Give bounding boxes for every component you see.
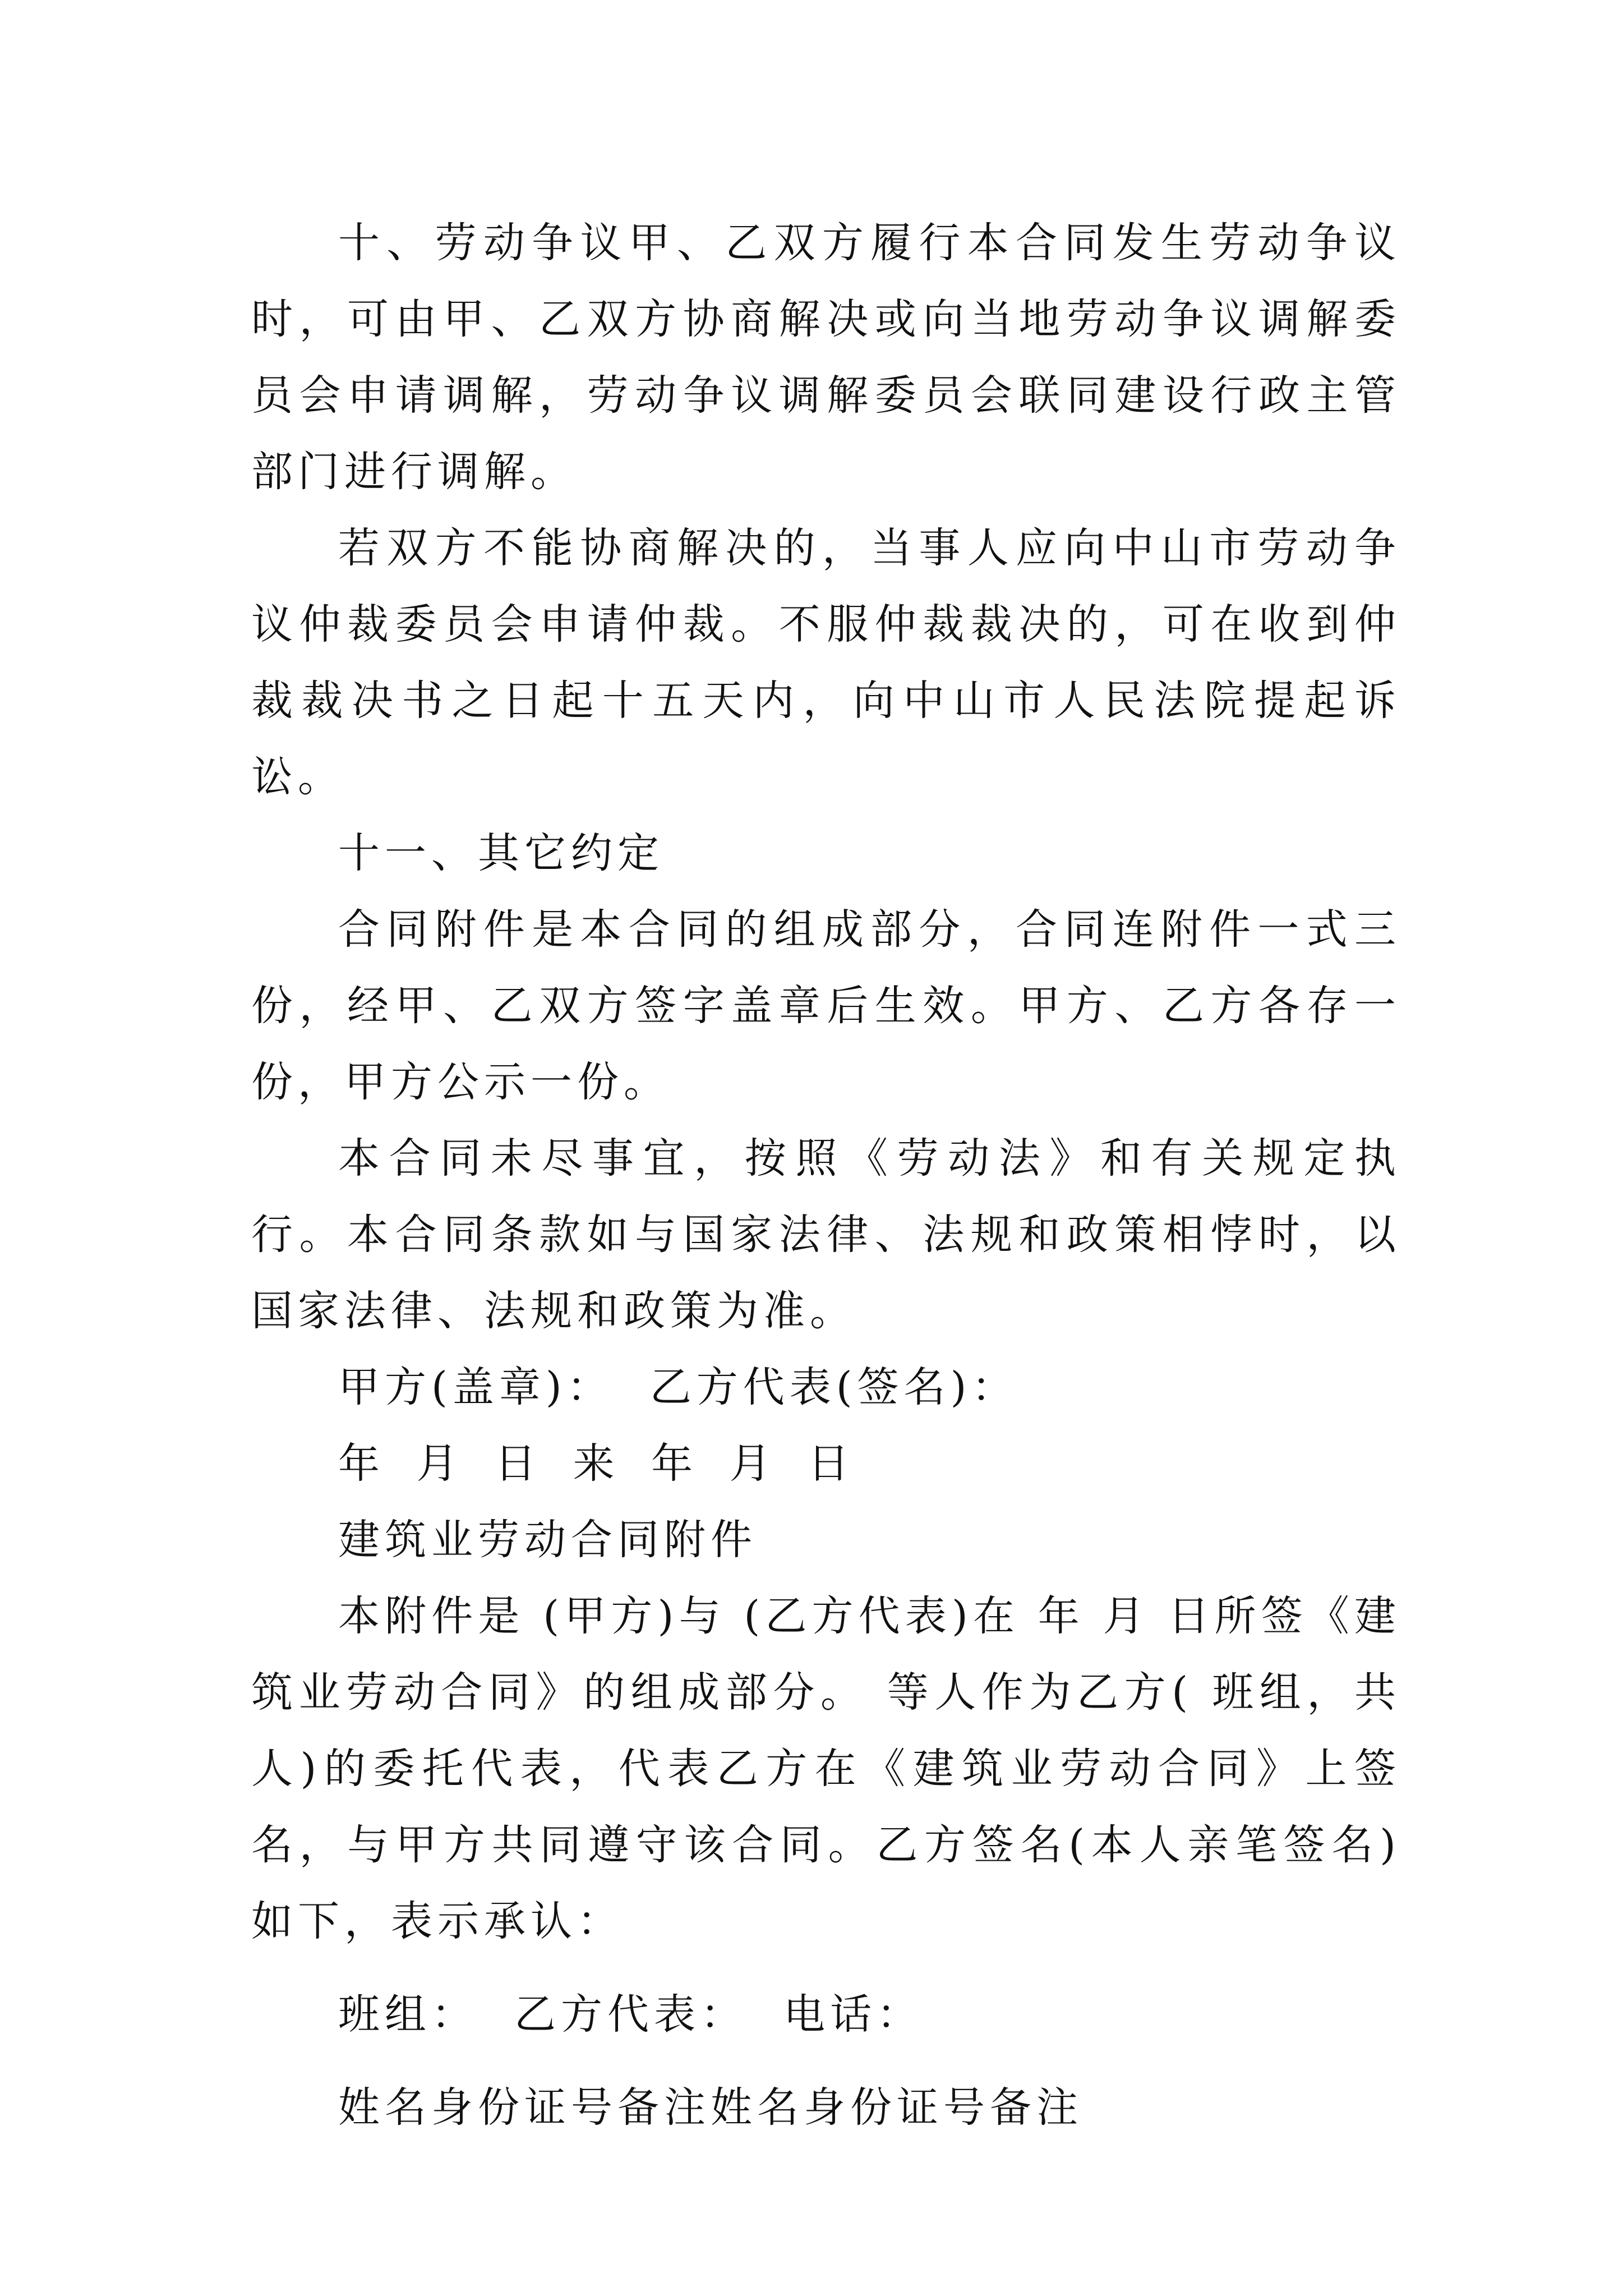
document-body bbox=[251, 205, 1401, 2146]
team-info-line: 班组： 乙方代表： 电话： bbox=[338, 1990, 924, 2039]
other-matters-paragraph: 本合同未尽事宜，按照《劳动法》和有关规定执行。本合同条款如与国家法律、法规和政策相悖时，以国家法律、法规和政策为准。 bbox=[251, 1134, 1401, 1335]
date-line: 年 月 日 来 年 月 日 bbox=[338, 1439, 855, 1488]
signature-line: 甲方(盖章)： 乙方代表(签名)： bbox=[338, 1363, 1018, 1411]
attachment-paragraph: 合同附件是本合同的组成部分，合同连附件一式三份，经甲、乙双方签字盖章后生效。甲方、乙方各存一份，甲方公示一份。 bbox=[251, 905, 1401, 1106]
spacer bbox=[251, 2053, 1401, 2069]
arbitration-paragraph: 若双方不能协商解决的，当事人应向中山市劳动争议仲裁委员会申请仲裁。不服仲裁裁决的，可在收到仲裁裁决书之日起十五天内，向中山市人民法院提起诉讼。 bbox=[251, 524, 1401, 801]
appendix-title: 建筑业劳动合同附件 bbox=[338, 1516, 757, 1564]
clause-10-labor-dispute: 十、劳动争议甲、乙双方履行本合同发生劳动争议时，可由甲、乙双方协商解决或向当地劳动争议调解委员会申请调解，劳动争议调解委员会联同建设行政主管部门进行调解。 bbox=[251, 219, 1401, 496]
spacer bbox=[251, 1959, 1401, 1976]
table-header-line: 姓名身份证号备注姓名身份证号备注 bbox=[338, 2083, 1083, 2132]
clause-11-heading: 十一、其它约定 bbox=[338, 829, 664, 877]
appendix-paragraph: 本附件是 (甲方)与 (乙方代表)在 年 月 日所签《建筑业劳动合同》的组成部分。 等人作为乙方( 班组，共 人)的委托代表，代表乙方在《建筑业劳动合同》上签名，与甲方共同遵守该合同。乙方签名(本人亲笔签名)如下，表示承认： bbox=[251, 1592, 1401, 1945]
